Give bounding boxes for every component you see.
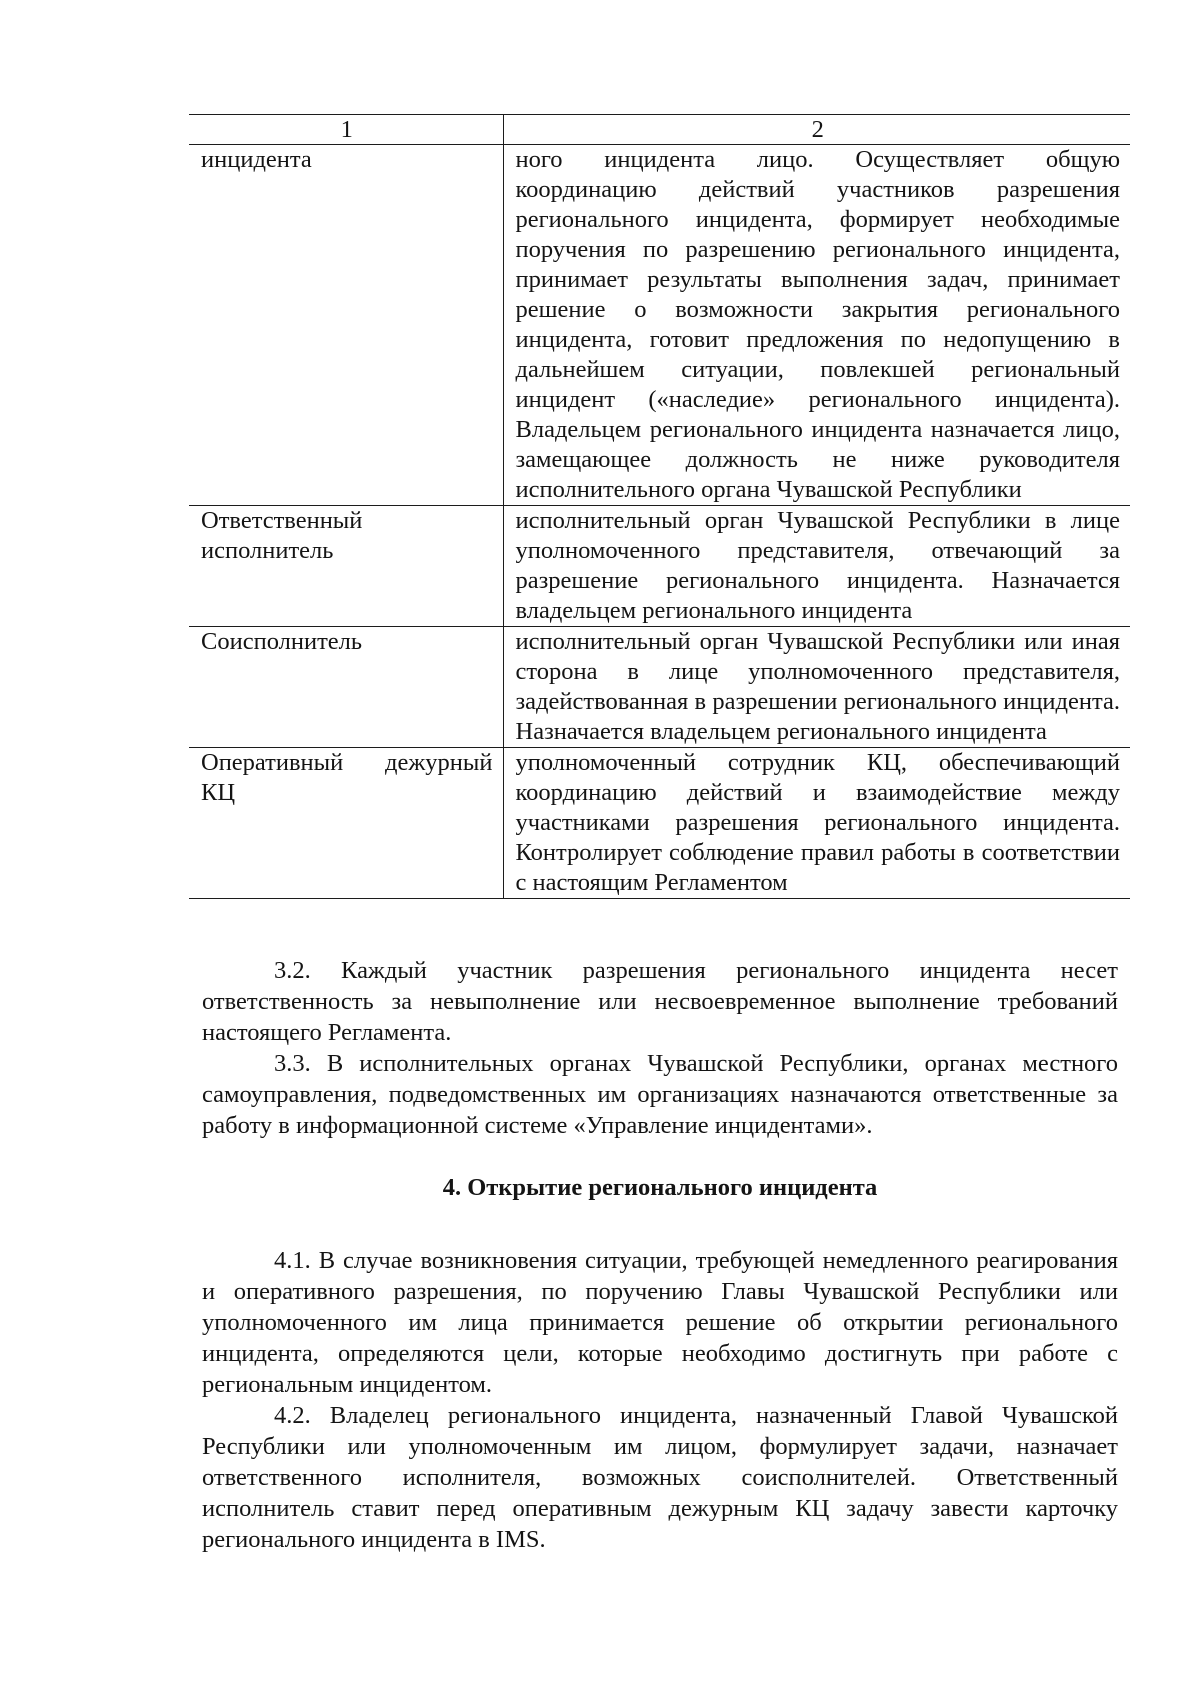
paragraph-4-1: 4.1. В случае возникновения ситуации, требующей немедленного реагирования и оперативного разрешения, по поручению Главы Чувашской Республики или уполномоченного им лица принимается решение об открытии регионального инцидента, определяются цели, которые необходимо достигнуть при работе с региональным инцидентом. <box>202 1247 1118 1398</box>
term-cell: Оперативный дежурный КЦ <box>189 748 503 899</box>
definition-cell: уполномоченный сотрудник КЦ, обеспечивающий координацию действий и взаимодействие между участниками разрешения регионального инцидента. Контролирует соблюдение правил работы в соответствии с настоящим Регламентом <box>503 748 1130 899</box>
table-row <box>189 748 1130 899</box>
column-number-1: 1 <box>189 115 503 145</box>
table-row <box>189 145 1130 506</box>
definition-cell: исполнительный орган Чувашской Республики или иная сторона в лице уполномоченного представителя, задействованная в разрешении регионального инцидента. Назначается владельцем регионального инцидента <box>503 627 1130 748</box>
table-row <box>189 627 1130 748</box>
definitions-table <box>189 114 1130 899</box>
paragraph-3-3: 3.3. В исполнительных органах Чувашской Республики, органах местного самоуправления, подведомственных им организациях назначаются ответственные за работу в информационной системе «Управление инцидентами». <box>202 1050 1118 1139</box>
term-cell: Соисполнитель <box>189 627 503 748</box>
paragraph-4-2: 4.2. Владелец регионального инцидента, назначенный Главой Чувашской Республики или уполномоченным им лицом, формулирует задачи, назначает ответственного исполнителя, возможных соисполнителей. Ответственный исполнитель ставит перед оперативным дежурным КЦ задачу завести карточку регионального инцидента в IMS. <box>202 1402 1118 1553</box>
section-4-paragraphs <box>202 1245 1118 1555</box>
term-cell: Ответственный исполнитель <box>189 506 503 627</box>
table-row <box>189 506 1130 627</box>
section-3-paragraphs <box>202 955 1118 1141</box>
column-number-2: 2 <box>503 115 1130 145</box>
paragraph-3-2: 3.2. Каждый участник разрешения регионального инцидента несет ответственность за невыполнение или несвоевременное выполнение требований настоящего Регламента. <box>202 957 1118 1046</box>
section-heading: 4. Открытие регионального инцидента <box>442 1174 878 1201</box>
definition-cell: ного инцидента лицо. Осуществляет общую координацию действий участников разрешения регионального инцидента, формирует необходимые поручения по разрешению регионального инцидента, принимает результаты выполнения задач, принимает решение о возможности закрытия регионального инцидента, готовит предложения по недопущению в дальнейшем ситуации, повлекшей региональный инцидент («наследие» регионального инцидента). Владельцем регионального инцидента назначается лицо, замещающее должность не ниже руководителя исполнительного органа Чувашской Республики <box>503 145 1130 506</box>
definition-cell: исполнительный орган Чувашской Республики в лице уполномоченного представителя, отвечающий за разрешение регионального инцидента. Назначается владельцем регионального инцидента <box>503 506 1130 627</box>
table-header-row <box>189 115 1130 145</box>
term-cell: инцидента <box>189 145 503 506</box>
